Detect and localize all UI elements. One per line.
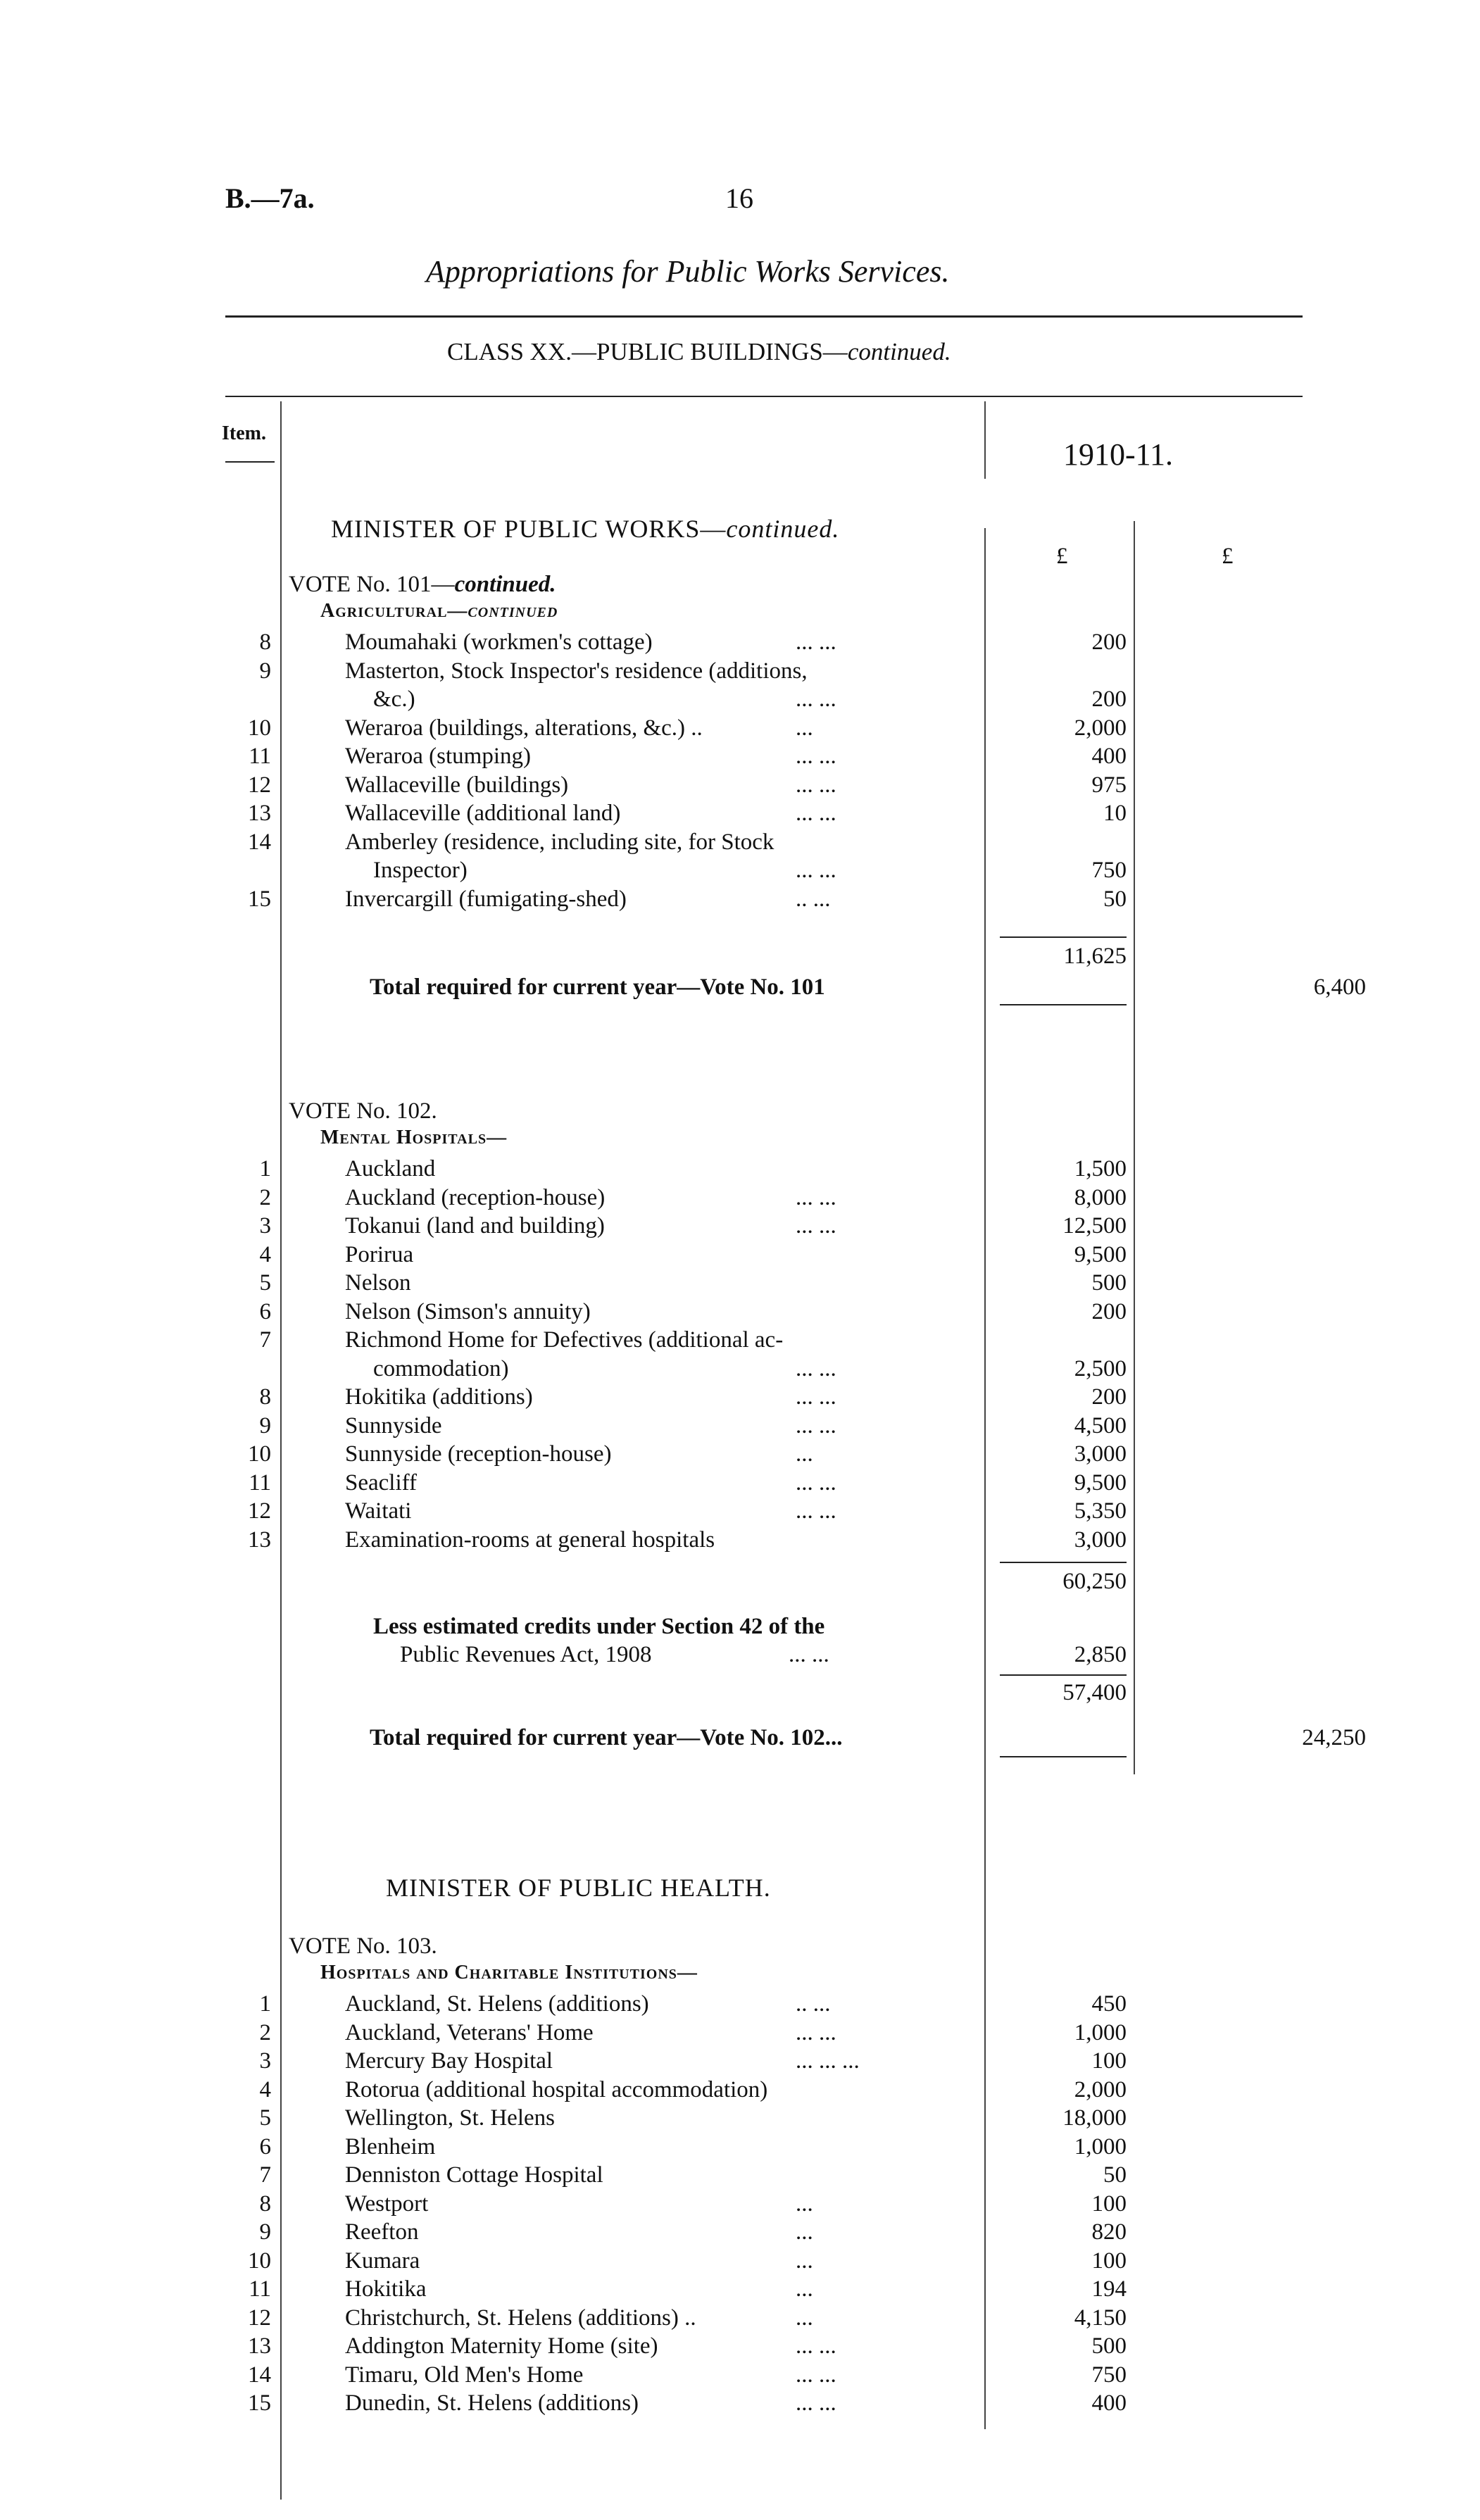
item-leader-dots: ... ... — [796, 687, 836, 712]
item-leader-dots: ... ... — [796, 772, 836, 798]
vote-101-total-row — [0, 973, 1480, 1001]
item-leader-dots: ... ... — [796, 2362, 836, 2388]
item-leader-dots: ... ... — [796, 1184, 836, 1210]
item-amount: 500 — [1091, 1270, 1127, 1296]
column-header-item: Item. — [222, 422, 266, 444]
item-row — [0, 1990, 1480, 2018]
vote-101-subtotal-rule — [1000, 936, 1127, 938]
item-leader-dots: ... ... — [796, 1384, 836, 1410]
item-leader-dots: ... ... — [796, 1355, 836, 1381]
item-row — [0, 628, 1480, 656]
item-number: 15 — [248, 2390, 271, 2416]
vote-102-total-rule — [1000, 1756, 1127, 1757]
item-description: Auckland, St. Helens (additions) — [345, 1991, 649, 2017]
item-description: Auckland (reception-house) — [345, 1184, 606, 1210]
item-description: Rotorua (additional hospital accommodation) — [345, 2076, 768, 2102]
item-description: Kumara — [345, 2248, 420, 2274]
item-description: Invercargill (fumigating-shed) — [345, 886, 627, 912]
item-description: Porirua — [345, 1241, 414, 1267]
item-number: 12 — [248, 2305, 271, 2331]
vote-101-subtotal: 11,625 — [1063, 944, 1127, 969]
item-amount: 200 — [1091, 1298, 1127, 1324]
item-row — [0, 685, 1480, 713]
item-row — [0, 1184, 1480, 1212]
item-row — [0, 2019, 1480, 2047]
item-amount: 2,500 — [1074, 1355, 1127, 1381]
item-leader-dots: ... — [796, 715, 813, 741]
item-description: Nelson (Simson's annuity) — [345, 1298, 591, 1324]
item-row — [0, 2361, 1480, 2389]
item-number: 1 — [259, 1991, 271, 2017]
item-description: commodation) — [373, 1355, 509, 1381]
item-amount: 194 — [1091, 2276, 1127, 2302]
vote-102-total-row — [0, 1724, 1480, 1752]
item-row — [0, 2275, 1480, 2303]
item-amount: 100 — [1091, 2248, 1127, 2274]
item-number: 7 — [259, 2162, 271, 2188]
item-amount: 9,500 — [1074, 1241, 1127, 1267]
agricultural-continued: continued — [468, 600, 558, 622]
class-heading-text: CLASS XX.—PUBLIC BUILDINGS— — [447, 338, 848, 365]
item-row — [0, 1298, 1480, 1326]
item-row — [0, 2047, 1480, 2075]
item-number: 8 — [259, 2190, 271, 2217]
item-row — [0, 2161, 1480, 2189]
item-amount: 450 — [1091, 1991, 1127, 2017]
item-amount: 975 — [1091, 772, 1127, 798]
vote-101-total: 6,400 — [1313, 974, 1366, 1000]
item-amount: 400 — [1091, 2390, 1127, 2416]
item-leader-dots: ... ... — [796, 629, 836, 655]
minister-public-works-heading — [331, 514, 839, 544]
item-row — [0, 1440, 1480, 1468]
class-heading-continued: continued. — [847, 338, 951, 365]
item-row — [0, 2104, 1480, 2132]
item-number: 2 — [259, 1184, 271, 1210]
title-rule — [225, 315, 1303, 318]
item-amount: 1,000 — [1074, 2133, 1127, 2159]
item-number: 11 — [249, 2276, 271, 2302]
item-amount: 1,500 — [1074, 1156, 1127, 1181]
item-number: 7 — [259, 1327, 271, 1353]
item-number: 8 — [259, 1384, 271, 1410]
item-amount: 500 — [1091, 2333, 1127, 2359]
vote-102-subtotal: 60,250 — [1062, 1569, 1127, 1594]
item-number: 15 — [248, 886, 271, 912]
item-amount: 750 — [1091, 858, 1127, 883]
item-row — [0, 1155, 1480, 1183]
item-number: 5 — [259, 1270, 271, 1296]
item-leader-dots: ... ... — [796, 801, 836, 826]
item-amount: 100 — [1091, 2048, 1127, 2074]
item-amount: 100 — [1091, 2190, 1127, 2217]
item-number: 4 — [259, 1241, 271, 1267]
item-amount: 4,500 — [1074, 1412, 1127, 1438]
item-description: Auckland, Veterans' Home — [345, 2019, 594, 2045]
vote-102-net-row — [0, 1679, 1480, 1707]
item-amount: 50 — [1103, 2162, 1127, 2188]
item-amount: 8,000 — [1074, 1184, 1127, 1210]
item-description: Weraroa (buildings, alterations, &c.) .. — [345, 715, 703, 741]
item-description: Mercury Bay Hospital — [345, 2048, 553, 2074]
vote-103-subheading: Hospitals and Charitable Institutions— — [320, 1962, 698, 1983]
item-leader-dots: ... — [796, 1441, 813, 1467]
item-description: Timaru, Old Men's Home — [345, 2362, 584, 2388]
item-number: 12 — [248, 1498, 271, 1524]
item-row — [0, 2133, 1480, 2161]
minister-public-works-continued: continued. — [726, 515, 840, 543]
item-number: 2 — [259, 2019, 271, 2045]
item-amount: 200 — [1091, 1384, 1127, 1410]
item-row — [0, 828, 1480, 856]
vote-101-total-label: Total required for current year—Vote No. 101 — [370, 974, 825, 1000]
vote-101-continued: continued. — [454, 572, 556, 597]
item-row — [0, 1355, 1480, 1383]
vote-101-total-rule — [1000, 1004, 1127, 1005]
item-description: Addington Maternity Home (site) — [345, 2333, 658, 2359]
item-row — [0, 1383, 1480, 1411]
item-amount: 750 — [1091, 2362, 1127, 2388]
item-amount: 18,000 — [1062, 2105, 1127, 2131]
item-header-underline — [225, 461, 275, 463]
item-description: &c.) — [373, 687, 415, 712]
item-amount: 2,000 — [1074, 2076, 1127, 2102]
item-row — [0, 1326, 1480, 1354]
item-leader-dots: ... ... — [796, 2333, 836, 2359]
item-amount: 12,500 — [1062, 1213, 1127, 1239]
item-description: Weraroa (stumping) — [345, 744, 531, 769]
item-description: Wallaceville (additional land) — [345, 801, 621, 826]
vote-101-subheading — [320, 600, 558, 622]
pound-sign-2: £ — [1222, 544, 1234, 569]
item-row — [0, 1497, 1480, 1525]
item-number: 4 — [259, 2076, 271, 2102]
vote-103-label: VOTE No. 103. — [289, 1933, 437, 1959]
item-row — [0, 799, 1480, 827]
item-amount: 820 — [1091, 2219, 1127, 2245]
vote-102-subheading: Mental Hospitals— — [320, 1127, 508, 1148]
item-leader-dots: ... ... ... — [796, 2048, 860, 2074]
item-amount: 200 — [1091, 629, 1127, 655]
item-amount: 10 — [1103, 801, 1127, 826]
vote-102-less-line-1: Less estimated credits under Section 42 of the — [373, 1614, 825, 1639]
item-row — [0, 1212, 1480, 1240]
item-number: 3 — [259, 2048, 271, 2074]
item-leader-dots: ... ... — [796, 744, 836, 769]
table-top-rule — [225, 396, 1303, 397]
column-header-year: 1910-11. — [1063, 437, 1174, 472]
item-amount: 5,350 — [1074, 1498, 1127, 1524]
item-description: Christchurch, St. Helens (additions) .. — [345, 2305, 696, 2331]
page-title: Appropriations for Public Works Services. — [426, 254, 950, 289]
agricultural-text: Agricultural— — [320, 600, 468, 622]
item-leader-dots: ... — [796, 2219, 813, 2245]
item-amount: 9,500 — [1074, 1469, 1127, 1496]
item-number: 1 — [259, 1156, 271, 1181]
item-leader-dots: ... ... — [796, 2390, 836, 2416]
page-number: 16 — [725, 182, 753, 214]
item-description: Reefton — [345, 2219, 419, 2245]
item-number: 9 — [259, 2219, 271, 2245]
item-leader-dots: ... — [796, 2305, 813, 2331]
item-leader-dots: ... — [796, 2190, 813, 2217]
item-number: 14 — [248, 2362, 271, 2388]
item-number: 13 — [248, 1527, 271, 1553]
item-amount: 50 — [1103, 886, 1127, 912]
vote-102-less-row-2 — [0, 1641, 1480, 1669]
item-description: Nelson — [345, 1270, 411, 1296]
item-row — [0, 2389, 1480, 2417]
item-row — [0, 771, 1480, 799]
vote-102-less-dots: ... ... — [789, 1642, 829, 1667]
item-number: 6 — [259, 2133, 271, 2159]
vote-102-less-row-1 — [0, 1612, 1480, 1641]
item-description: Hokitika (additions) — [345, 1384, 533, 1410]
item-row — [0, 714, 1480, 742]
item-number: 13 — [248, 2333, 271, 2359]
item-amount: 3,000 — [1074, 1527, 1127, 1553]
item-description: Denniston Cottage Hospital — [345, 2162, 603, 2188]
item-number: 5 — [259, 2105, 271, 2131]
item-description: Blenheim — [345, 2133, 436, 2159]
item-number: 12 — [248, 772, 271, 798]
item-row — [0, 1269, 1480, 1297]
item-amount: 3,000 — [1074, 1441, 1127, 1467]
item-amount: 200 — [1091, 687, 1127, 712]
item-leader-dots: ... ... — [796, 1213, 836, 1239]
item-leader-dots: ... ... — [796, 2019, 836, 2045]
item-number: 6 — [259, 1298, 271, 1324]
item-row — [0, 2304, 1480, 2332]
pound-sign-1: £ — [1056, 544, 1068, 569]
minister-public-works-text: MINISTER OF PUBLIC WORKS— — [331, 515, 727, 543]
item-leader-dots: ... ... — [796, 1469, 836, 1496]
item-description: Wallaceville (buildings) — [345, 772, 569, 798]
item-row — [0, 742, 1480, 770]
item-description: Examination-rooms at general hospitals — [345, 1527, 715, 1553]
item-row — [0, 2190, 1480, 2218]
item-row — [0, 1241, 1480, 1269]
item-number: 10 — [248, 1441, 271, 1467]
item-amount: 400 — [1091, 744, 1127, 769]
item-number: 11 — [249, 1469, 271, 1496]
vote-102-less-line-2: Public Revenues Act, 1908 — [400, 1642, 652, 1667]
item-number: 14 — [248, 829, 271, 855]
item-description: Dunedin, St. Helens (additions) — [345, 2390, 639, 2416]
item-row — [0, 1469, 1480, 1497]
item-leader-dots: ... ... — [796, 1412, 836, 1438]
vote-102-total-label: Total required for current year—Vote No. 102... — [370, 1725, 843, 1750]
item-row — [0, 885, 1480, 913]
item-description: Amberley (residence, including site, for Stock — [345, 829, 775, 855]
vote-102-subtotal-row — [0, 1567, 1480, 1596]
item-description: Moumahaki (workmen's cottage) — [345, 629, 653, 655]
minister-public-health-heading: MINISTER OF PUBLIC HEALTH. — [386, 1874, 771, 1902]
vote-102-net: 57,400 — [1062, 1680, 1127, 1705]
item-row — [0, 2247, 1480, 2275]
vote-102-total: 24,250 — [1302, 1725, 1366, 1750]
item-description: Auckland — [345, 1156, 436, 1181]
item-row — [0, 1526, 1480, 1554]
item-amount: 1,000 — [1074, 2019, 1127, 2045]
item-description: Richmond Home for Defectives (additional ac- — [345, 1327, 784, 1353]
item-amount: 2,000 — [1074, 715, 1127, 741]
vote-102-subtotal-rule — [1000, 1562, 1127, 1563]
vote-101-label-text: VOTE No. 101— — [289, 572, 455, 597]
item-number: 11 — [249, 744, 271, 769]
item-number: 8 — [259, 629, 271, 655]
vote-102-less-amount: 2,850 — [1074, 1642, 1127, 1667]
vote-101-label — [289, 572, 556, 598]
item-number: 10 — [248, 2248, 271, 2274]
item-leader-dots: ... — [796, 2276, 813, 2302]
item-description: Tokanui (land and building) — [345, 1213, 605, 1239]
item-description: Seacliff — [345, 1469, 418, 1496]
item-description: Sunnyside — [345, 1412, 442, 1438]
item-amount: 4,150 — [1074, 2305, 1127, 2331]
item-description: Hokitika — [345, 2276, 427, 2302]
item-leader-dots: .. ... — [796, 1991, 831, 2017]
item-row — [0, 2332, 1480, 2360]
item-leader-dots: ... ... — [796, 858, 836, 883]
item-number: 13 — [248, 801, 271, 826]
item-description: Wellington, St. Helens — [345, 2105, 555, 2131]
item-description: Masterton, Stock Inspector's residence (additions, — [345, 658, 808, 684]
document-reference: B.—7a. — [225, 182, 315, 214]
item-number: 9 — [259, 1412, 271, 1438]
item-row — [0, 657, 1480, 685]
class-heading — [447, 338, 951, 366]
item-row — [0, 2076, 1480, 2104]
vote-102-net-rule — [1000, 1674, 1127, 1676]
item-leader-dots: ... — [796, 2248, 813, 2274]
vote-102-label: VOTE No. 102. — [289, 1098, 437, 1124]
year-column-divider — [984, 401, 986, 479]
item-description: Sunnyside (reception-house) — [345, 1441, 612, 1467]
item-number: 3 — [259, 1213, 271, 1239]
item-description: Westport — [345, 2190, 429, 2217]
item-description: Waitati — [345, 1498, 412, 1524]
item-number: 10 — [248, 715, 271, 741]
item-description: Inspector) — [373, 858, 468, 883]
item-leader-dots: ... ... — [796, 1498, 836, 1524]
item-leader-dots: .. ... — [796, 886, 831, 912]
item-row — [0, 2218, 1480, 2246]
vote-101-subtotal-row — [0, 942, 1480, 970]
item-number: 9 — [259, 658, 271, 684]
item-row — [0, 856, 1480, 884]
item-row — [0, 1412, 1480, 1440]
